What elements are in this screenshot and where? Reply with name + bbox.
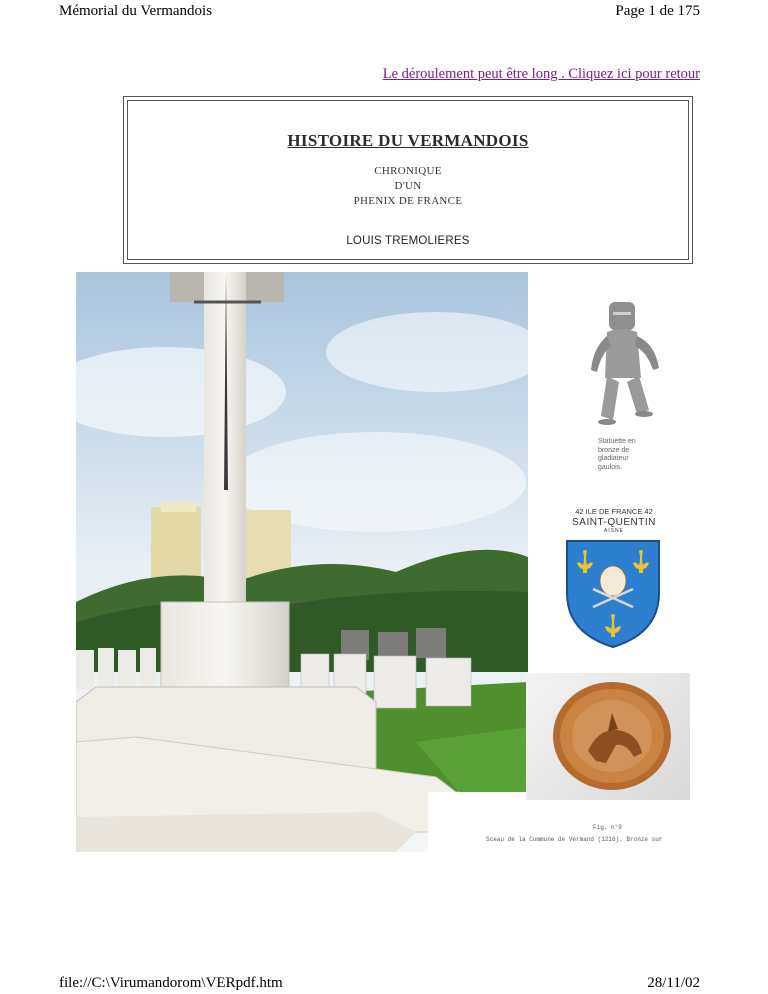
title-frame — [123, 96, 693, 264]
statue-caption-line: Statuette en — [598, 438, 636, 445]
region-label: 42 ILE DE FRANCE 42 — [575, 507, 653, 516]
subtitle-line-1: CHRONIQUE — [374, 165, 442, 177]
city-label: SAINT-QUENTIN — [572, 517, 656, 528]
back-link[interactable]: Le déroulement peut être long . Cliquez ici pour retour — [382, 66, 700, 82]
header-page-number: Page 1 de 175 — [615, 3, 700, 19]
memorial-cross-photo — [76, 272, 528, 852]
statue-caption-line: gladiateur — [598, 455, 629, 462]
seal-caption: Sceau de la Commune de Vermand (1216). Bronze sur — [486, 836, 663, 843]
saint-quentin-shield-icon — [563, 537, 663, 649]
footer-file-path: file://C:\Virumandorom\VERpdf.htm — [59, 975, 283, 991]
author-name: LOUIS TREMOLIERES — [346, 235, 470, 247]
statue-caption — [598, 438, 668, 472]
statue-caption-line: gaulois. — [598, 463, 623, 471]
department-label: AISNE — [603, 528, 624, 534]
gladiator-statue-image — [585, 298, 675, 430]
title-frame-inner — [127, 100, 689, 260]
subtitle-line-2: D'UN — [394, 180, 422, 192]
footer-date: 28/11/02 — [647, 975, 700, 991]
book-title: HISTOIRE DU VERMANDOIS — [287, 131, 529, 150]
header-left-title: Mémorial du Vermandois — [59, 3, 213, 19]
statue-caption-line: bronze de — [598, 446, 630, 454]
seal-figure-number: Fig. n°9 — [593, 824, 622, 831]
coat-of-arms-heading — [558, 507, 670, 534]
seal-photo — [526, 673, 690, 800]
subtitle-line-3: PHENIX DE FRANCE — [353, 195, 463, 207]
